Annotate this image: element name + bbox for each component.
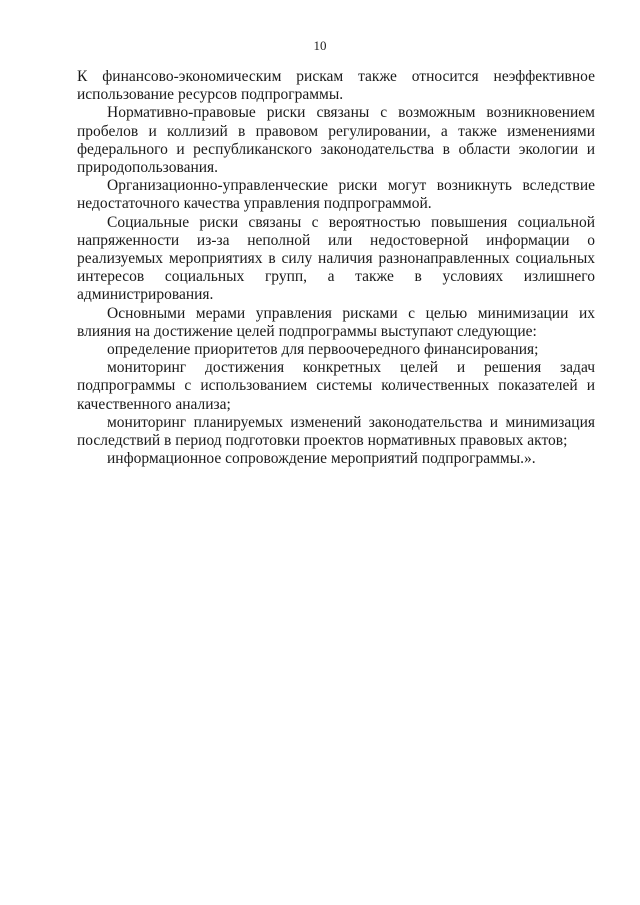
paragraph-legal-risks: Нормативно-правовые риски связаны с возможным возникновением пробелов и коллизий в правовом регулировании, а также изменениями федерального и республиканского законодательства в области экологии и природопользования. <box>77 104 595 177</box>
document-body <box>77 68 595 468</box>
list-item-legislation-monitoring: мониторинг планируемых изменений законодательства и минимизация последствий в период подготовки проектов нормативных правовых актов; <box>77 413 595 450</box>
paragraph-risk-measures-intro: Основными мерами управления рисками с целью минимизации их влияния на достижение целей подпрограммы выступают следующие: <box>77 304 595 340</box>
paragraph-social-risks: Социальные риски связаны с вероятностью повышения социальной напряженности из-за неполной или недостоверной информации о реализуемых мероприятиях в силу наличия разнонаправленных социальных интересов социальных групп, а также в условиях излишнего администрирования. <box>77 213 595 304</box>
page-number: 10 <box>313 38 327 53</box>
list-item-information-support: информационное сопровождение мероприятий подпрограммы.». <box>107 450 536 468</box>
paragraph-organizational-risks: Организационно-управленческие риски могут возникнуть вследствие недостаточного качества управления подпрограммой. <box>77 177 595 213</box>
list-item-goal-monitoring: мониторинг достижения конкретных целей и решения задач подпрограммы с использованием системы количественных показателей и качественного анализа; <box>77 359 595 413</box>
list-item-priorities: определение приоритетов для первоочередного финансирования; <box>107 341 539 359</box>
paragraph-financial-risks: К финансово-экономическим рискам также относится неэффективное использование ресурсов подпрограммы. <box>77 68 595 104</box>
